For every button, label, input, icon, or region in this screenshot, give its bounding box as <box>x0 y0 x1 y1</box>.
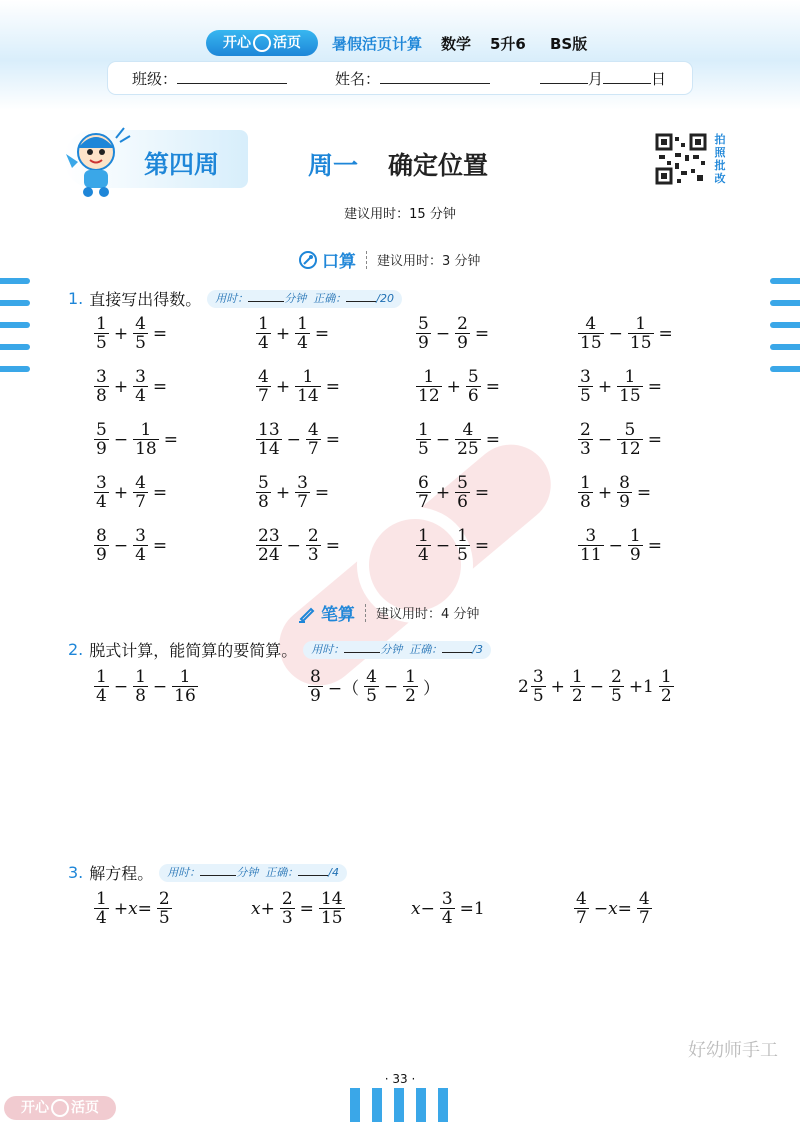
day-title: 周一 <box>308 151 359 180</box>
q1-problem: $\frac{1}{4}$ − $\frac{1}{5}$ = <box>418 526 490 565</box>
class-field[interactable]: 班级： <box>132 68 287 89</box>
name-field[interactable]: 姓名： <box>335 68 490 89</box>
left-stripes <box>0 278 30 372</box>
q1-problem: $\frac{6}{7}$ + $\frac{5}{6}$ = <box>418 473 490 512</box>
mascot-icon <box>58 118 138 198</box>
footer-bars <box>350 1088 460 1126</box>
q1-problem: $\frac{13}{14}$ − $\frac{4}{7}$ = <box>258 420 340 459</box>
watermark-text: 好幼师手工 <box>688 1040 778 1061</box>
q1-problem: $\frac{5}{9}$ − $\frac{2}{9}$ = <box>418 314 490 353</box>
month-blank[interactable] <box>540 69 588 84</box>
written-time: 建议用时：4 分钟 <box>376 607 480 622</box>
question-3-header <box>68 861 347 884</box>
q1-problem: $\frac{3}{4}$ + $\frac{4}{7}$ = <box>96 473 168 512</box>
q1-problem: $\frac{1}{5}$ − $\frac{4}{25}$ = <box>418 420 500 459</box>
footer-logo: 开心 活页 <box>4 1096 116 1120</box>
q3-equation-1: $\frac{1}{4}$ +x= $\frac{2}{5}$ <box>96 889 170 928</box>
q1-problem: $\frac{1}{4}$ + $\frac{1}{4}$ = <box>258 314 330 353</box>
q2-expression-1: $\frac{1}{4}$ − $\frac{1}{8}$ − $\frac{1}{16}$ <box>96 667 196 706</box>
question-1-number: 1. <box>68 289 84 308</box>
q3-equation-3: x− $\frac{3}{4}$ =1 <box>411 889 485 928</box>
q1-problem: $\frac{1}{8}$ + $\frac{8}{9}$ = <box>580 473 652 512</box>
question-1-header <box>68 287 402 310</box>
q3-equation-2: x+ $\frac{2}{3}$ = $\frac{14}{15}$ <box>251 889 343 928</box>
q1-problem: $\frac{1}{12}$ + $\frac{5}{6}$ = <box>418 367 500 406</box>
q1-problem: $\frac{3}{5}$ + $\frac{1}{15}$ = <box>580 367 662 406</box>
q1-problem: $\frac{5}{8}$ + $\frac{3}{7}$ = <box>258 473 330 512</box>
page-number: · 33 · <box>384 1072 416 1086</box>
week-title: 第四周 <box>144 150 220 179</box>
question-3-score-pill: 用时： 分钟 正确： /4 <box>159 864 347 882</box>
question-2-score-pill: 用时： 分钟 正确： /3 <box>303 641 491 659</box>
q1-problem: $\frac{4}{15}$ − $\frac{1}{15}$ = <box>580 314 673 353</box>
series-title: 暑假活页计算 <box>332 35 423 53</box>
scan-grade-label: 拍 照 批 改 <box>714 133 726 185</box>
qr-code-icon[interactable] <box>655 133 707 185</box>
q1-problem: $\frac{4}{7}$ + $\frac{1}{14}$ = <box>258 367 340 406</box>
total-suggested-time: 建议用时：15 分钟 <box>344 207 456 222</box>
oral-title: 口算 <box>322 252 356 272</box>
q1-problem: $\frac{2}{3}$ − $\frac{5}{12}$ = <box>580 420 662 459</box>
class-blank[interactable] <box>177 69 287 84</box>
q1-problem: $\frac{8}{9}$ − $\frac{3}{4}$ = <box>96 526 168 565</box>
question-3-text: 解方程。 <box>89 864 154 883</box>
pen-icon <box>297 603 317 623</box>
question-1-text: 直接写出得数。 <box>89 290 202 309</box>
subject-label: 数学 <box>441 35 472 53</box>
brand-logo <box>206 30 318 56</box>
q1-problem: $\frac{1}{5}$ + $\frac{4}{5}$ = <box>96 314 168 353</box>
written-section-header <box>297 600 479 625</box>
q1-problem: $\frac{3}{11}$ − $\frac{1}{9}$ = <box>580 526 662 565</box>
topic-title: 确定位置 <box>388 151 489 180</box>
logo-right-text: 活页 <box>273 35 301 51</box>
logo-smile-icon <box>253 34 271 52</box>
day-blank[interactable] <box>603 69 651 84</box>
written-title: 笔算 <box>321 605 355 625</box>
q1-problem: $\frac{5}{9}$ − $\frac{1}{18}$ = <box>96 420 178 459</box>
grade-label: 5升6 <box>490 35 526 53</box>
q1-problem: $\frac{3}{8}$ + $\frac{3}{4}$ = <box>96 367 168 406</box>
oral-time: 建议用时：3 分钟 <box>377 254 481 269</box>
logo-left-text: 开心 <box>223 35 251 51</box>
right-stripes <box>770 278 800 372</box>
q2-expression-2: $\frac{8}{9}$ −（ $\frac{4}{5}$ − $\frac{1}{2}$ ） <box>310 667 440 706</box>
q3-equation-4: $\frac{4}{7}$ −x= $\frac{4}{7}$ <box>576 889 650 928</box>
question-1-score-pill: 用时： 分钟 正确： /20 <box>207 290 402 308</box>
q1-problem: $\frac{23}{24}$ − $\frac{2}{3}$ = <box>258 526 340 565</box>
question-2-header <box>68 638 491 661</box>
oral-section-header <box>298 247 480 272</box>
wrench-icon <box>298 250 318 270</box>
name-blank[interactable] <box>380 69 490 84</box>
date-field[interactable]: 月 日 <box>540 68 666 89</box>
question-2-text: 脱式计算，能简算的要简算。 <box>89 641 298 660</box>
question-3-number: 3. <box>68 863 84 882</box>
question-2-number: 2. <box>68 640 84 659</box>
q2-expression-3: 2 $\frac{3}{5}$ + $\frac{1}{2}$ − $\frac{2}{5}$ +1 $\frac{1}{2}$ <box>518 667 672 706</box>
edition-label: BS版 <box>550 35 588 53</box>
